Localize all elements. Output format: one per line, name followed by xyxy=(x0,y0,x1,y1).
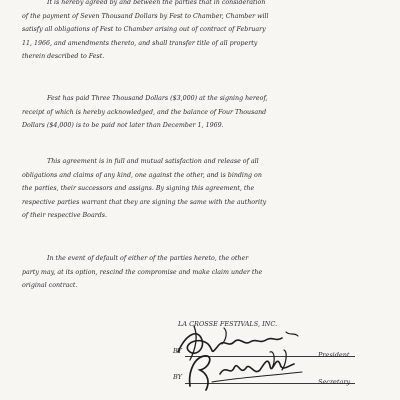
text-line: This agreement is in full and mutual satisfaction and release of all xyxy=(47,158,259,165)
text-line: original contract. xyxy=(22,282,78,290)
organization-name: LA CROSSE FESTIVALS, INC. xyxy=(178,320,278,328)
text-line: respective parties warrant that they are signing the same with the authority xyxy=(22,198,267,206)
paragraph-consideration xyxy=(22,0,382,64)
text-line: obligations and claims of any kind, one against the other, and is binding on xyxy=(22,171,262,179)
title-president: President xyxy=(318,351,350,359)
text-line: receipt of which is hereby acknowledged, and the balance of Four Thousand xyxy=(22,108,267,116)
by-label-president: BY xyxy=(173,347,182,355)
text-line: of the payment of Seven Thousand Dollars by Fest to Chamber, Chamber will xyxy=(22,12,269,20)
paragraph-default xyxy=(22,252,382,293)
text-line: therein described to Fest. xyxy=(22,53,105,61)
handwritten-signature-secretary xyxy=(176,346,326,394)
text-line: In the event of default of either of the parties hereto, the other xyxy=(47,255,249,262)
text-line: of their respective Boards. xyxy=(22,212,107,220)
paragraph-release xyxy=(22,155,382,223)
text-line: party may, at its option, rescind the compromise and make claim under the xyxy=(22,268,263,276)
text-line: 11, 1966, and amendments thereto, and shall transfer title of all property xyxy=(22,39,258,47)
text-line: Fest has paid Three Thousand Dollars ($3,000) at the signing hereof, xyxy=(47,95,268,102)
text-line: Dollars ($4,000) is to be paid not later than December 1, 1969. xyxy=(22,122,224,130)
paragraph-payment xyxy=(22,92,382,133)
text-line: satisfy all obligations of Fest to Chamber arising out of contract of February xyxy=(22,26,266,34)
text-line: the parties, their successors and assigns. By signing this agreement, the xyxy=(22,185,255,193)
by-label-secretary: BY xyxy=(173,373,182,381)
title-secretary: Secretary xyxy=(318,378,351,386)
text-line: It is hereby agreed by and between the parties that in consideration xyxy=(47,0,266,6)
